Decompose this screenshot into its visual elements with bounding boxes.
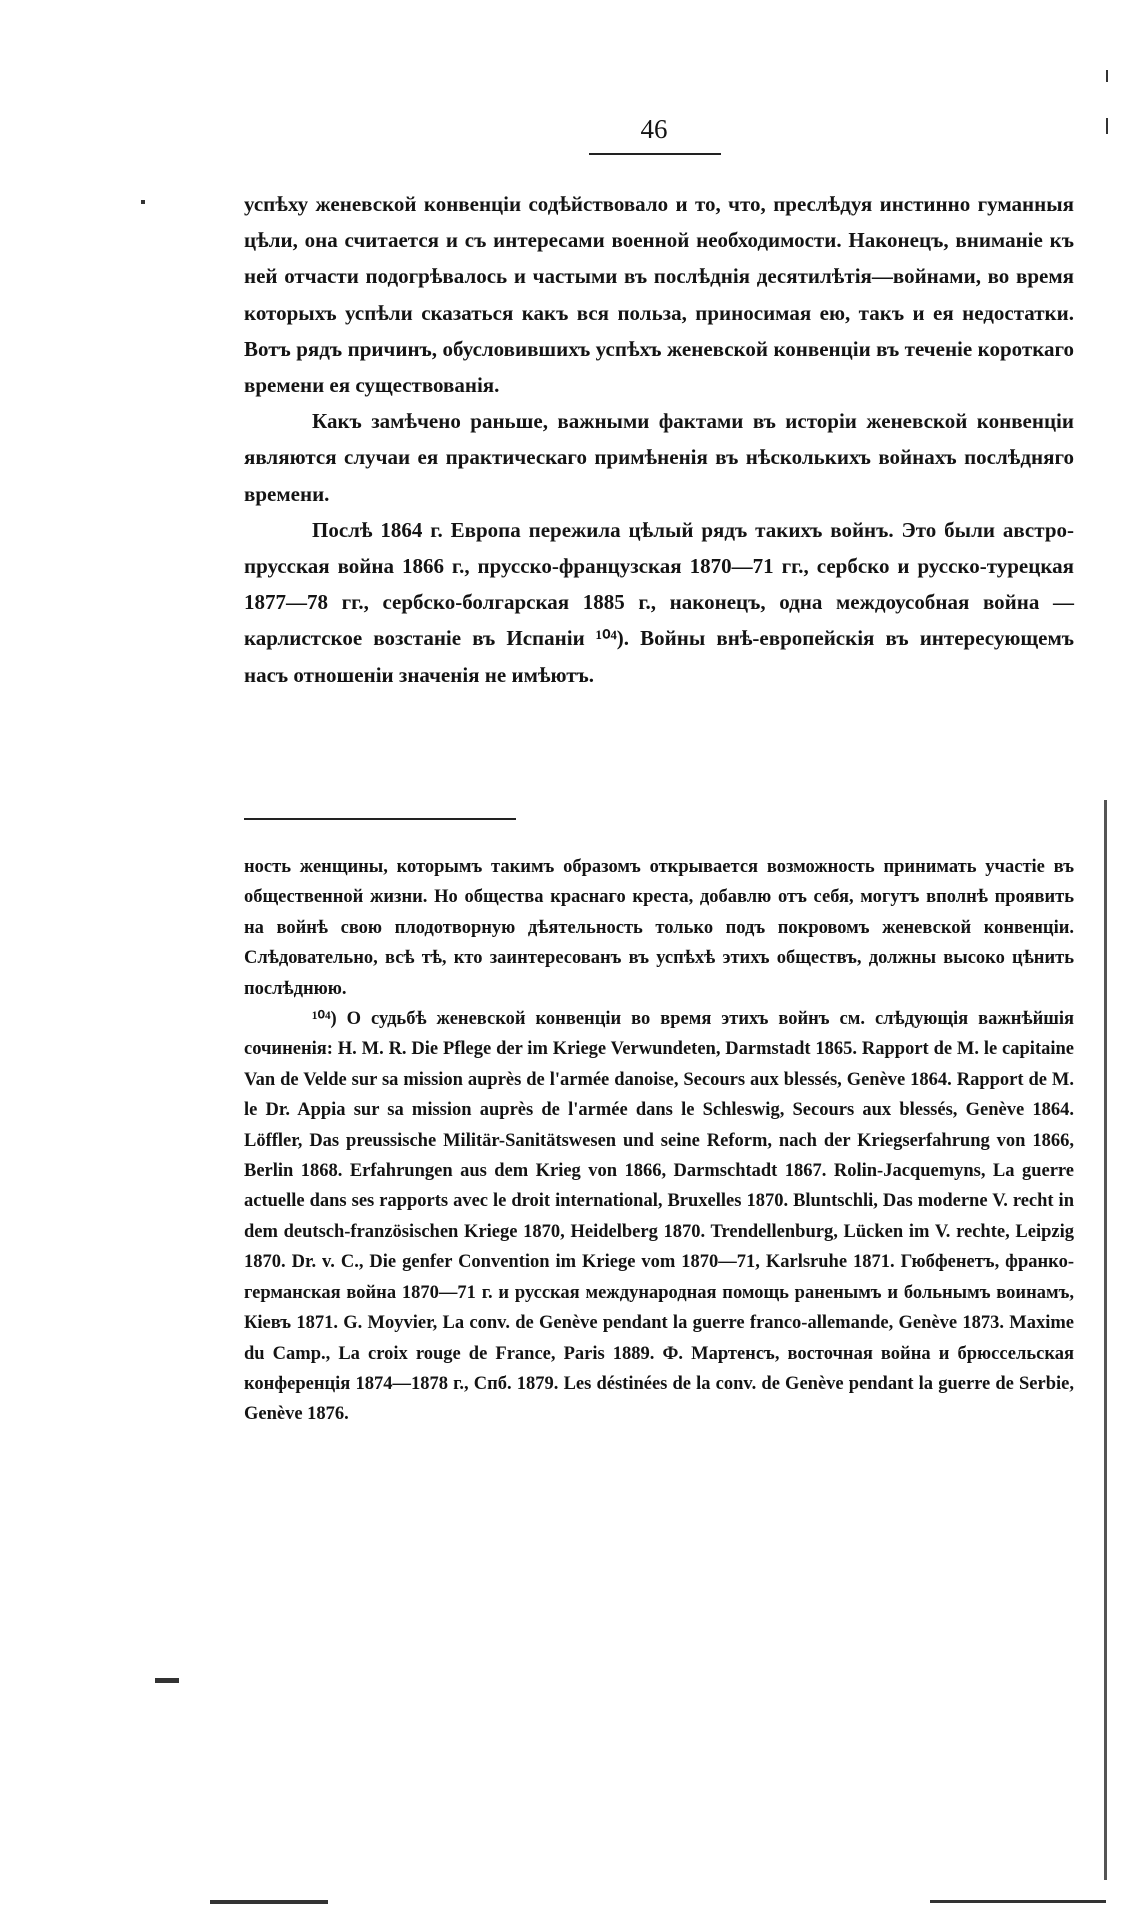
paragraph-wars-list: Послѣ 1864 г. Европа пережила цѣлый рядъ такихъ войнъ. Это были австро-прусская война 1866 г., прусско-французская 1870—71 гг., сербско и русско-турецкая 1877—78 гг., сербско-болгарская 1885 г., наконецъ, одна междоусобная война — карлистское возстаніе въ Испаніи ¹⁰⁴). Войны внѣ-европейскія въ интересующемъ насъ отношеніи значенія не имѣютъ. (244, 517, 1074, 687)
scan-dot-left (141, 200, 145, 204)
page-edge-line-right (1104, 800, 1107, 1880)
footnote-104: ¹⁰⁴) О судьбѣ женевской конвенціи во время этихъ войнъ см. слѣдующія важнѣйшія сочиненія: H. M. R. Die Pflege der im Kriege Verwundeten, Darmstadt 1865. Rapport de M. le capitaine Van de Velde sur sa mission auprès de l'armée danoise, Secours aux blessés, Genève 1864. Rapport de M. le Dr. Appia sur sa mission auprès de l'armée dans le Schleswig, Secours aux blessés, Genève 1864. Löffler, Das preussische Militär-Sanitätswesen und seine Reform, nach der Kriegserfahrung von 1866, Berlin 1868. Erfahrungen aus dem Krieg von 1866, Darmschtadt 1867. Rolin-Jacquemyns, La guerre actuelle dans ses rapports avec le droit international, Bruxelles 1870. Bluntschli, Das moderne V. recht in dem deutsch-französischen Kriege 1870, Heidelberg 1870. Trendellenburg, Lücken im V. rechte, Leipzig 1870. Dr. v. C., Die genfer Convention im Kriege vom 1870—71, Karlsruhe 1871. Гюбфенетъ, франко-германская война 1870—71 г. и русская международная помощь раненымъ и больнымъ воинамъ, Кіевъ 1871. G. Moyvier, La conv. de Genève pendant la guerre franco-allemande, Genève 1873. Maxime du Camp., La croix rouge de France, Paris 1889. Ф. Мартенсъ, восточная война и брюссельская конференція 1874—1878 г., Спб. 1879. Les déstinées de la conv. de Genève pendant la guerre de Serbie, Genève 1876. (244, 1009, 1074, 1425)
footnotes (244, 852, 1074, 1430)
scan-mark-left (155, 1678, 179, 1683)
page-number: 46 (640, 114, 668, 144)
page-edge-mark-top (1106, 70, 1108, 82)
main-text (244, 186, 1074, 693)
header-rule (589, 153, 721, 155)
paragraph-geneva-facts: Какъ замѣчено раньше, важными фактами въ исторіи женевской конвенціи являются случаи ея практическаго примѣненія въ нѣсколькихъ войнахъ послѣдняго времени. (244, 409, 1074, 506)
footnote-continuation: ность женщины, которымъ такимъ образомъ открывается возможность принимать участіе въ общественной жизни. Но общества краснаго креста, добавлю отъ себя, могутъ вполнѣ проявить на войнѣ свою плодотворную дѣятельность только подъ покровомъ женевской конвенціи. Слѣдовательно, всѣ тѣ, кто заинтересованъ въ успѣхѣ этихъ обществъ, должны высоко цѣнить послѣднюю. (244, 857, 1074, 999)
page-edge-mark-mid (1106, 118, 1108, 134)
scan-smudge-bottom-left (210, 1900, 328, 1904)
footnote-separator (244, 818, 516, 820)
scan-smudge-bottom-right (930, 1900, 1106, 1903)
paragraph-continuation: успѣху женевской конвенціи содѣйствовало и то, что, преслѣдуя инстинно гуманныя цѣли, она считается и съ интересами военной необходимости. Наконецъ, вниманіе къ ней отчасти подогрѣвалось и частыми въ послѣднія десятилѣтія—войнами, во время которыхъ успѣли сказаться какъ вся польза, приносимая ею, такъ и ея недостатки. Вотъ рядъ причинъ, обусловившихъ успѣхъ женевской конвенціи въ теченіе короткаго времени ея существованія. (244, 192, 1074, 398)
